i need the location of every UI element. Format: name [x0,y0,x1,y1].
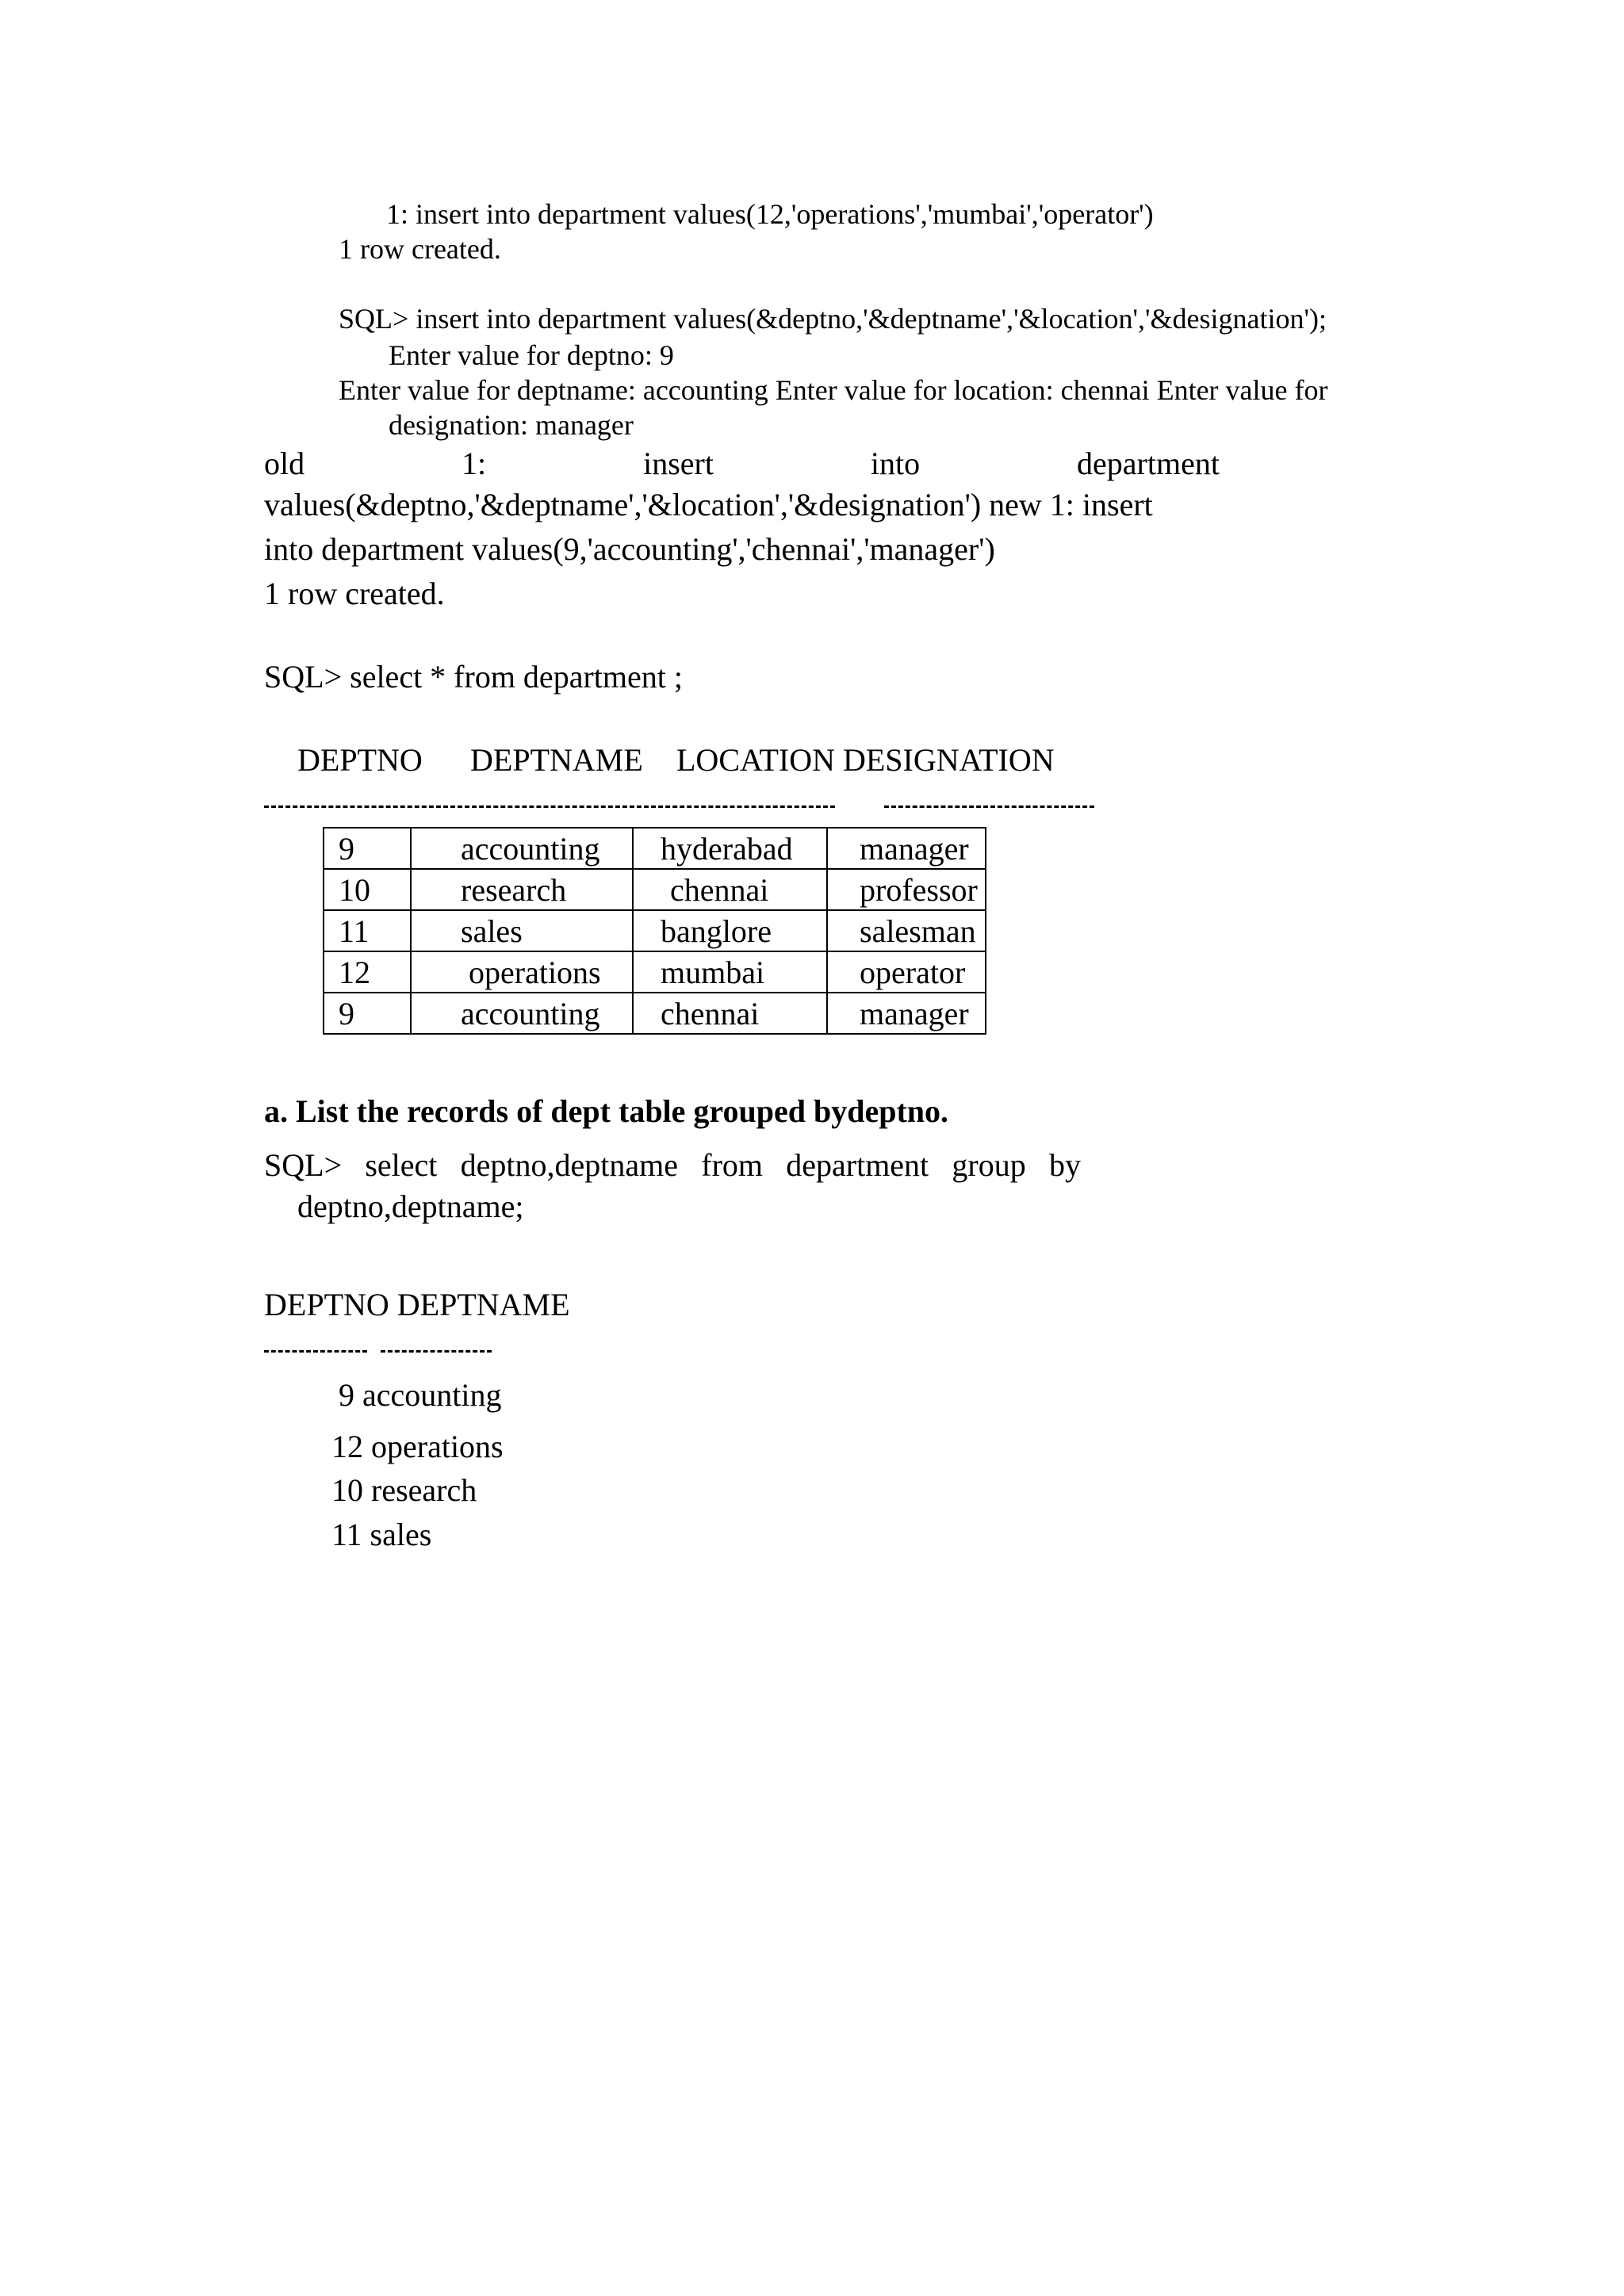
cell-deptno: 11 [324,910,411,951]
transcript-line-enter-deptno: Enter value for deptno: 9 [389,339,674,371]
result-divider [264,1350,367,1353]
cell-designation: manager [827,993,986,1034]
transcript-line-row-created-2: 1 row created. [264,576,445,611]
result-row: 12 operations [331,1429,504,1464]
query-word: by [1048,1147,1081,1183]
transcript-line-insert-echo: 1: insert into department values(12,'operations','mumbai','operator') [386,198,1154,230]
transcript-line-enter-designation: designation: manager [389,409,634,441]
table-row [324,993,986,1034]
cell-designation: salesman [827,910,986,951]
cell-deptno: 10 [324,869,411,910]
cell-deptname: operations [411,951,633,993]
cell-location: mumbai [633,951,827,993]
old-word: into [870,446,921,481]
cell-deptname: research [411,869,633,910]
old-word: department [1077,446,1220,481]
header-divider [884,806,1094,808]
result-row: 10 research [331,1472,477,1508]
cell-location: chennai [633,869,827,910]
query-word: select [365,1147,438,1183]
cell-designation: manager [827,828,986,869]
department-table [323,827,986,1035]
cell-designation: operator [827,951,986,993]
table-row [324,910,986,951]
transcript-line-values-new: values(&deptno,'&deptname','&location','&designation') new 1: insert [264,487,1153,522]
column-header-location-designation: LOCATION DESIGNATION [676,742,1055,778]
query-word: deptno,deptname [460,1147,679,1183]
result-divider [381,1350,492,1353]
cell-deptname: sales [411,910,633,951]
old-word: 1: [462,446,487,481]
cell-location: banglore [633,910,827,951]
section-a-query-line2: deptno,deptname; [297,1188,524,1224]
table-row [324,951,986,993]
cell-deptname: accounting [411,993,633,1034]
transcript-line-old [264,445,1220,482]
cell-designation: professor [827,869,986,910]
transcript-line-insert-prompt: SQL> insert into department values(&deptno,'&deptname','&location','&designation'); [339,303,1327,335]
result-row: 9 accounting [339,1377,502,1413]
query-word: SQL> [264,1147,343,1183]
query-word: department [786,1147,929,1183]
section-a-heading: a. List the records of dept table grouped bydeptno. [264,1093,949,1129]
section-a-query-line1 [264,1146,1081,1184]
transcript-line-select-all: SQL> select * from department ; [264,659,683,695]
query-word: from [701,1147,764,1183]
column-header-deptno: DEPTNO [297,742,423,778]
cell-deptno: 9 [324,993,411,1034]
transcript-line-row-created: 1 row created. [339,233,501,265]
cell-deptno: 9 [324,828,411,869]
cell-deptname: accounting [411,828,633,869]
old-word: old [264,446,305,481]
transcript-line-enter-values: Enter value for deptname: accounting Enter value for location: chennai Enter value for [339,374,1328,406]
cell-deptno: 12 [324,951,411,993]
old-word: insert [643,446,714,481]
transcript-line-into-department: into department values(9,'accounting','chennai','manager') [264,531,995,567]
cell-location: hyderabad [633,828,827,869]
column-header-deptname: DEPTNAME [470,742,643,778]
cell-location: chennai [633,993,827,1034]
result-header: DEPTNO DEPTNAME [264,1287,570,1322]
header-divider [264,806,835,808]
table-row [324,828,986,869]
query-word: group [952,1147,1026,1183]
result-row: 11 sales [331,1517,432,1552]
table-row [324,869,986,910]
